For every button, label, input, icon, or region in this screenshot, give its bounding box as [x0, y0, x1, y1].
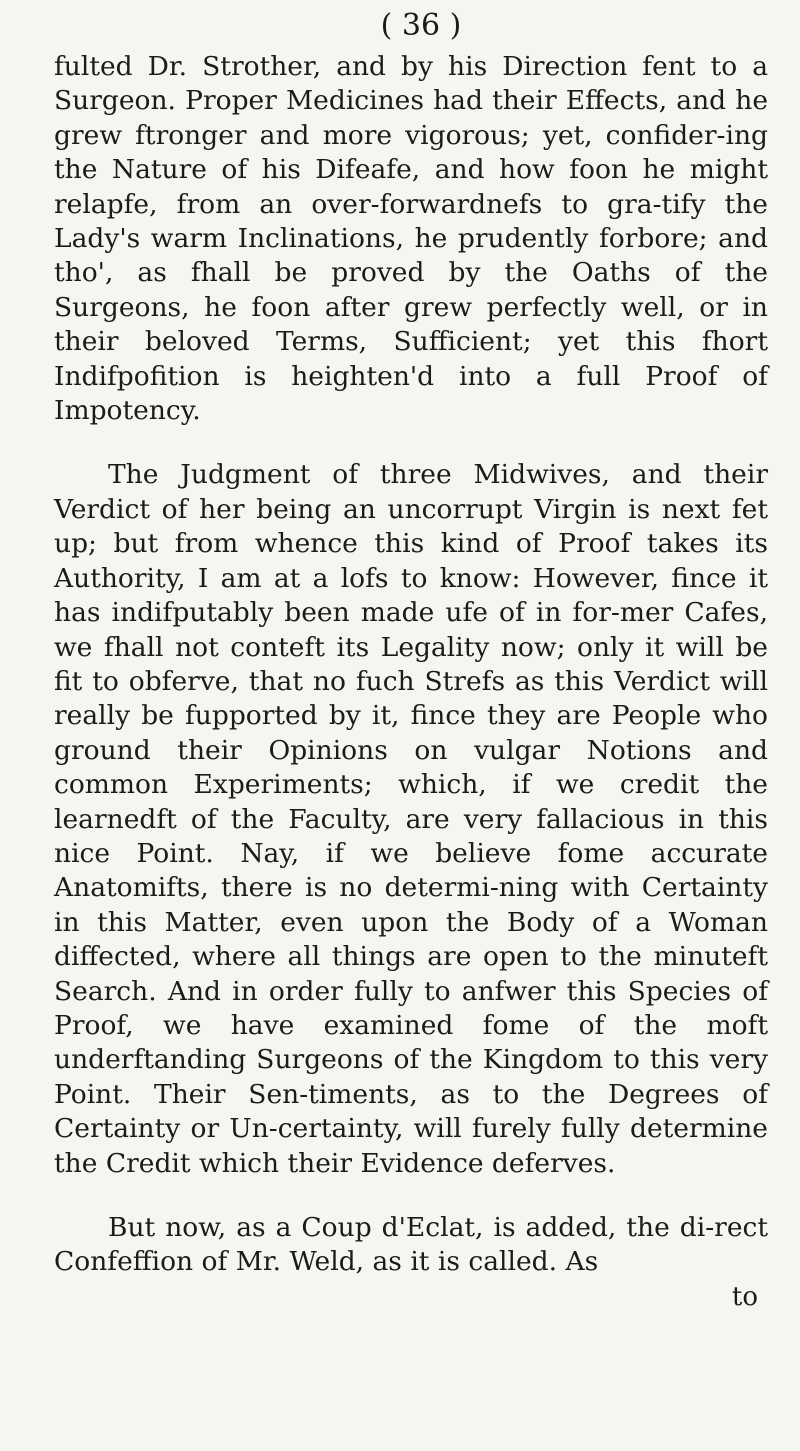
page-number: ( 36 ) — [380, 8, 462, 43]
paragraph-midwives: The Judgment of three Midwives, and their Verdict of her being an uncorrupt Virgin is next fet up; but from whence this kind of Proof takes its Authority, I am at a lofs to know: However, fince it has indifputably been made ufe of in for-mer Cafes, we fhall not conteft its Legality now; only it will be fit to obferve, that no fuch Strefs as this Verdict will really be fupported by it, fince they are People who ground their Opinions on vulgar Notions and common Experiments; which, if we credit the learnedft of the Faculty, are very fallacious in this nice Point. Nay, if we believe fome accurate Anatomifts, there is no determi-ning with Certainty in this Matter, even upon the Body of a Woman diffected, where all things are open to the minuteft Search. And in order fully to anfwer this Species of Proof, we have examined fome of the moft underftanding Surgeons of the Kingdom to this very Point. Their Sen-timents, as to the Degrees of Certainty or Un-certainty, will furely fully determine the Credit which their Evidence deferves. — [54, 459, 768, 1179]
paragraph-continued: fulted Dr. Strother, and by his Direction fent to a Surgeon. Proper Medicines had their Effects, and he grew ftronger and more vigorous; yet, confider-ing the Nature of his Difeafe, and how foon he might relapfe, from an over-forwardnefs to gra-tify the Lady's warm Inclinations, he prudently forbore; and tho', as fhall be proved by the Oaths of the Surgeons, he foon after grew perfectly well, or in their beloved Terms, Sufficient; yet this fhort Indifpofition is heighten'd into a full Proof of Impotency. — [54, 51, 768, 427]
catchword: to — [731, 1281, 758, 1312]
paragraph-confession: But now, as a Coup d'Eclat, is added, the di-rect Confeffion of Mr. Weld, as it is called. As — [54, 1212, 768, 1278]
